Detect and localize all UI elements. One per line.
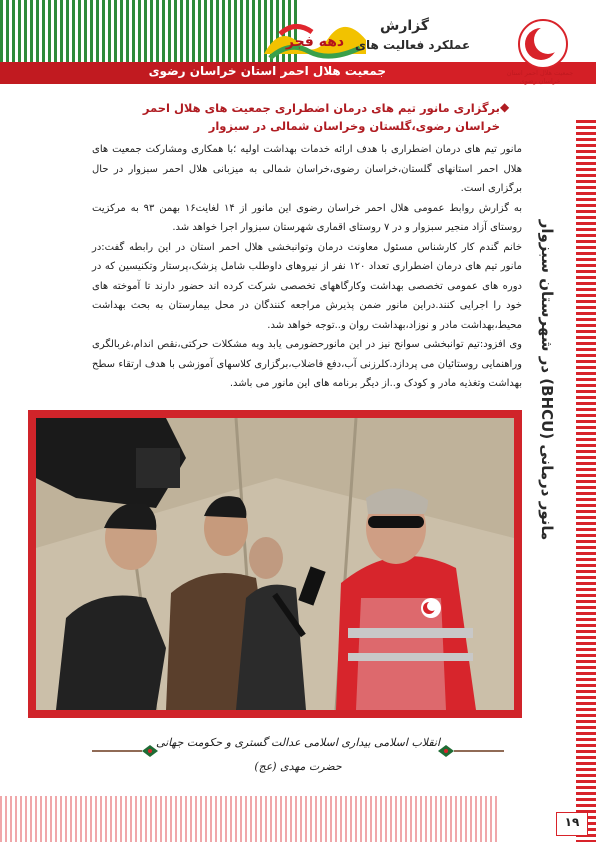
page-number: ۱۹ bbox=[564, 815, 580, 829]
side-title-text: مانور درمانی (BHCU) در شهرستان سبزوار bbox=[538, 219, 556, 541]
quote-text: انقلاب اسلامی بیداری اسلامی عدالت گستری و حکومت جهانی bbox=[155, 736, 441, 749]
ornament-right-icon bbox=[434, 744, 504, 758]
article-paragraph: خانم گندم کار کارشناس مسئول معاونت درمان وتوانبخشی هلال احمر استان در این رابطه گفت:در مانور تیم های درمان اضطراری تعداد ۱۲۰ نفر از نیروهای داوطلب شامل پزشک،پرستار وتکنیسین که در دوره های عمومی تخصصی بهداشت وکارگاههای تخصصی شرکت کرده اند حضور دارند تا آموخته های خود را اجرایی کنند.دراین مانور ضمن پذیرش مراجعه کنندگان در محل بیمارستان به بحث بهداشت محیط،بهداشت مادر و نوزاد،بهداشت روان و..توجه خواهد شد. bbox=[92, 241, 522, 331]
report-title: گزارش bbox=[380, 18, 430, 34]
interview-photo-illustration bbox=[36, 418, 514, 710]
quote-block bbox=[88, 730, 508, 790]
header-band-title: جمعیت هلال احمر استان خراسان رضوی bbox=[148, 64, 386, 78]
article-paragraph: به گزارش روابط عمومی هلال احمر خراسان رضوی این مانور از ۱۴ لغایت۱۶ بهمن ۹۳ به مرکزیت روستای آزاد منجیر سبزوار و در ۷ روستای اقماری شهرستان سبزوار اجرا خواهد شد. bbox=[92, 202, 522, 233]
fajr-logo-text: دهه فجر bbox=[285, 34, 345, 50]
side-title bbox=[532, 120, 562, 640]
interview-photo bbox=[36, 418, 514, 710]
article-paragraph: مانور تیم های درمان اضطراری با هدف ارائه خدمات بهداشت اولیه ؛با همکاری ومشارکت جمعیت های هلال احمر استانهای گلستان،خراسان رضوی،خراسان شمالی به میزبانی هلال احمر سبزوار در حال برگزاری است. bbox=[92, 144, 522, 194]
report-subtitle: عملکرد فعالیت های bbox=[355, 38, 471, 52]
red-crescent-logo bbox=[512, 18, 574, 76]
footer-stripes bbox=[0, 796, 500, 842]
quote-attribution: حضرت مهدی (عج) bbox=[254, 760, 342, 773]
article-headline: برگزاری مانور تیم های درمان اضطراری جمعیت های هلال احمر خراسان رضوی،گلستان وخراسان شمالی در سبزوار bbox=[142, 101, 500, 133]
fajr-decade-logo bbox=[260, 14, 370, 66]
article-paragraph: وی افزود:تیم توانبخشی سوانح نیز در این مانورحضورمی یابد وبه مشکلات حرکتی،نقص اندام،غربالگری وراهنمایی روستائیان می پردازد.کلرزنی آب،دفع فاضلاب،برگزاری کلاسهای آموزشی با هدف ارتقاء سطح بهداشت وتغذیه مادر و کودک و..از دیگر برنامه های این مانور می باشد. bbox=[92, 339, 522, 389]
org-caption: جمعیت هلال احمر استان خراسان رضوی bbox=[506, 69, 574, 85]
side-red-stripes bbox=[576, 120, 596, 842]
headline-bullet-icon: ◆ bbox=[500, 100, 510, 114]
article-body bbox=[92, 140, 522, 394]
